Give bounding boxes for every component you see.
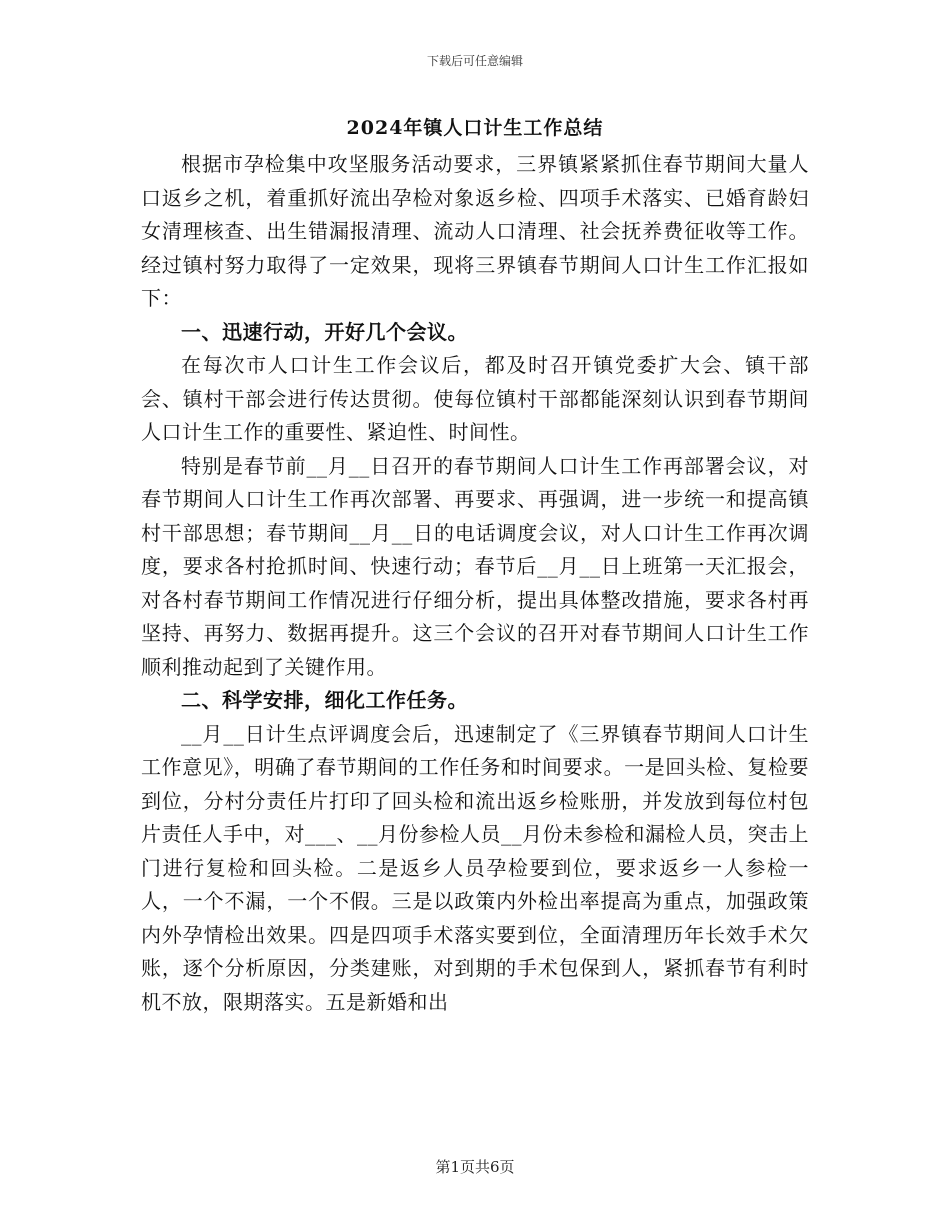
paragraph-section-1-a: 在每次市人口计生工作会议后，都及时召开镇党委扩大会、镇干部会、镇村干部会进行传达贯彻。使每位镇村干部都能深刻认识到春节期间人口计生工作的重要性、紧迫性、时间性。 xyxy=(141,353,809,444)
section-heading-2: 二、科学安排，细化工作任务。 xyxy=(181,688,468,712)
page-number: 第1页共6页 xyxy=(435,1158,515,1176)
document-body xyxy=(141,148,809,1019)
section-heading-1: 一、迅速行动，开好几个会议。 xyxy=(181,319,468,344)
document-title: 2024年镇人口计生工作总结 xyxy=(346,117,604,139)
paragraph-section-1-b: 特别是春节前__月__日召开的春节期间人口计生工作再部署会议，对春节期间人口计生工作再次部署、再要求、再强调，进一步统一和提高镇村干部思想；春节期间__月__日的电话调度会议，对人口计生工作再次调度，要求各村抢抓时间、快速行动；春节后__月__日上班第一天汇报会，对各村春节期间工作情况进行仔细分析，提出具体整改措施，要求各村再坚持、再努力、数据再提升。这三个会议的召开对春节期间人口计生工作顺利推动起到了关键作用。 xyxy=(141,453,809,679)
page-header-note: 下载后可任意编辑 xyxy=(426,54,523,68)
paragraph-intro: 根据市孕检集中攻坚服务活动要求，三界镇紧紧抓住春节期间大量人口返乡之机，着重抓好流出孕检对象返乡检、四项手术落实、已婚育龄妇女清理核查、出生错漏报清理、流动人口清理、社会抚养费征收等工作。经过镇村努力取得了一定效果，现将三界镇春节期间人口计生工作汇报如下： xyxy=(141,152,809,310)
paragraph-section-2-a: __月__日计生点评调度会后，迅速制定了《三界镇春节期间人口计生工作意见》，明确了春节期间的工作任务和时间要求。一是回头检、复检要到位，分村分责任片打印了回头检和流出返乡检账册，并发放到每位村包片责任人手中，对___、__月份参检人员__月份未参检和漏检人员，突击上门进行复检和回头检。二是返乡人员孕检要到位，要求返乡一人参检一人，一个不漏，一个不假。三是以政策内外检出率提高为重点，加强政策内外孕情检出效果。四是四项手术落实要到位，全面清理历年长效手术欠账，逐个分析原因，分类建账，对到期的手术包保到人，紧抓春节有利时机不放，限期落实。五是新婚和出 xyxy=(141,721,809,1014)
